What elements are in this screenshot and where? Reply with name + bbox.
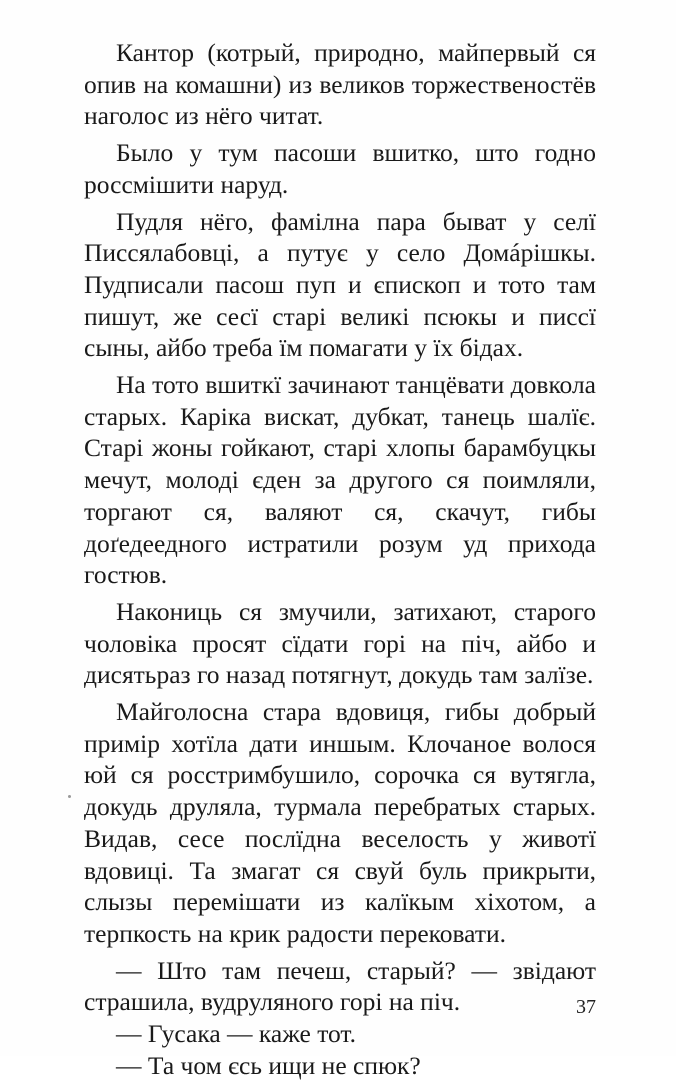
- paragraph-passport-content: Было у тум пасоши вшитко, што годно россмішити наруд.: [84, 138, 596, 199]
- paragraph-dance: На тото вшиткї зачинают танцёвати довкола старых. Каріка вискат, дубкат, танець шалїє. Старі жоны гойкают, старі хлопы барамбуцкы мечут, молоді єден за другого ся поимляли, торгают ся, валяют ся, скачут, гибы доґедеедного истратили розум уд прихода гостюв.: [84, 370, 596, 590]
- dialogue-line-question: — Што там печеш, старый? — звідают страшила, вудруляного горі на піч.: [84, 955, 596, 1017]
- scan-speck: [68, 795, 71, 798]
- dialogue-line-not-baked: — Та чом єсь ищи не спюк?: [116, 1050, 421, 1080]
- paragraph-cantor-reading: Кантор (котрый, природно, майпервый ся опив на комашни) из великов торжественостёв наголос из нёго читат.: [84, 38, 596, 131]
- paragraph-widow: Майголосна стара вдовиця, гибы добрый примір хотїла дати иншым. Клочаное волося юй ся росстримбушило, сорочка ся вутягла, докудь друляла, турмала перебратых старых. Видав, сесе послїдна веселость у животї вдовиці. Та змагат ся свуй буль прикрыти, слызы перемішати из калїкым хіхотом, а терпкость на крик радости перековати.: [84, 697, 596, 948]
- body-text: [84, 37, 596, 1082]
- paragraph-old-man-stove: Накониць ся змучили, затихают, старого чоловіка просят сїдати горі на піч, айбо и дисятьраз го назад потягнут, докудь там залїзе.: [84, 596, 596, 690]
- dialogue-line-goose: — Гусака — каже тот.: [116, 1019, 357, 1049]
- paragraph-family-pair: Пудля нёго, фамілна пара быват у селї Писсялабовці, а путує у село Домáрішкы. Пудписали пасош пуп и єпископ и тото там пишут, же сесї старі великі псюкы и писсї сыны, айбо треба їм помагати у їх бідах.: [84, 206, 596, 363]
- page-number: 37: [576, 996, 596, 1018]
